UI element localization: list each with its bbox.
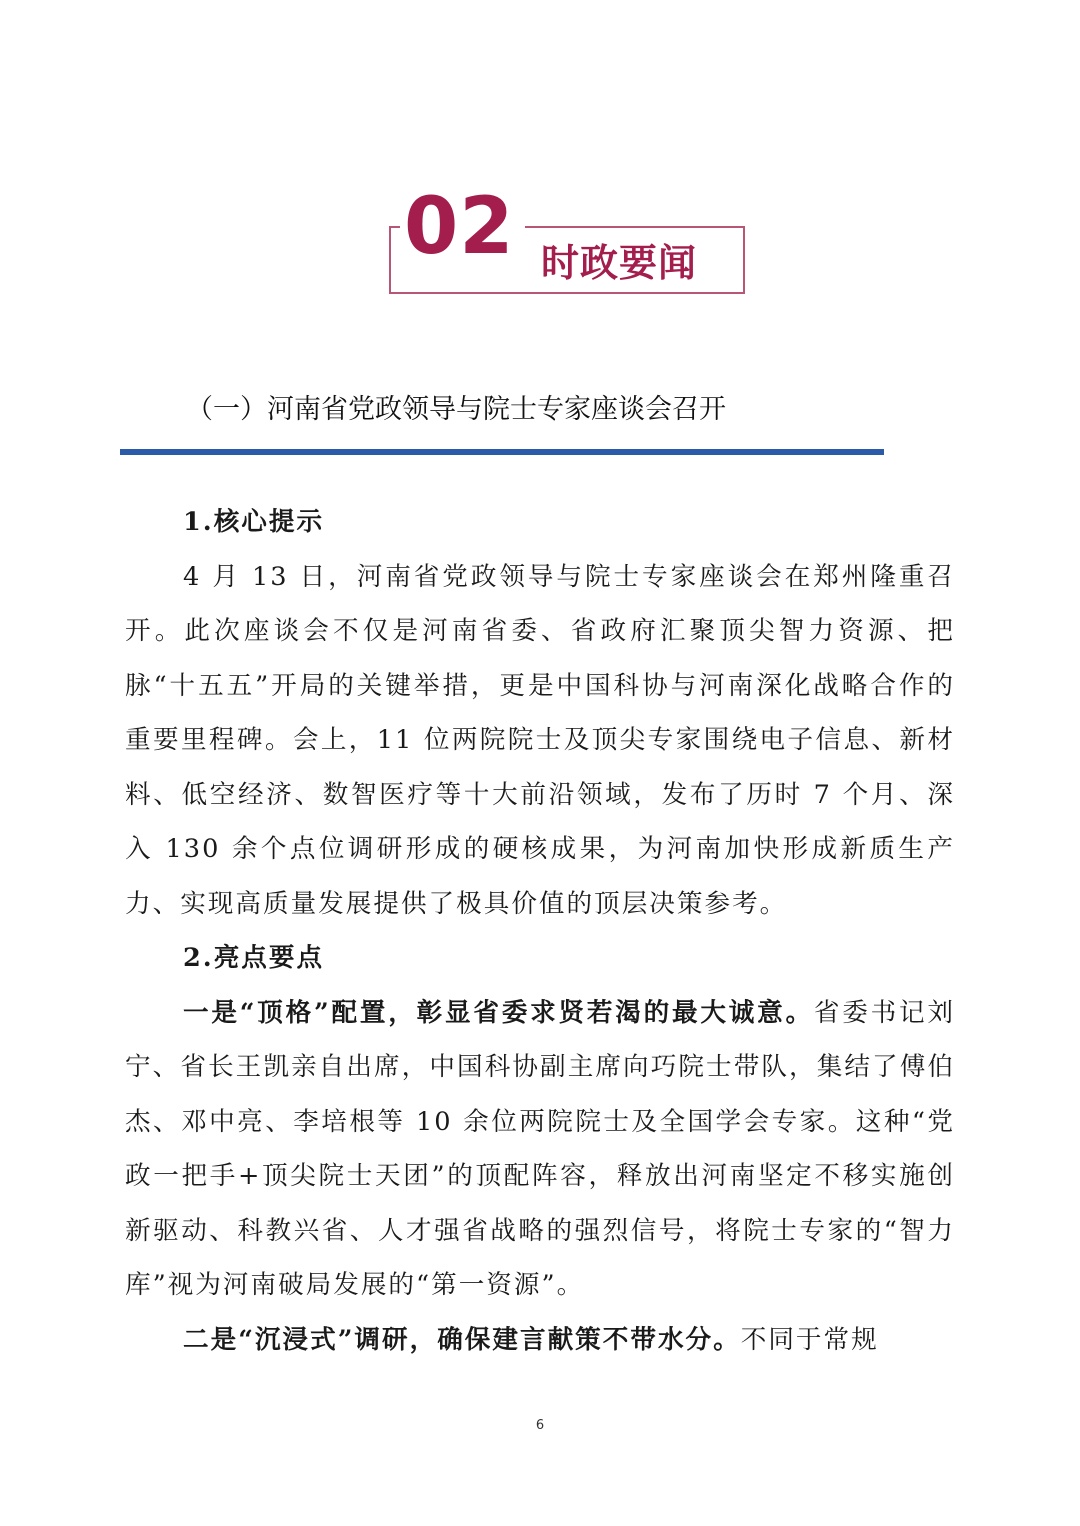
subheading-highlights: 2.亮点要点 — [183, 943, 325, 973]
subheading-core-tips: 1.核心提示 — [183, 507, 325, 537]
article-title: （一）河南省党政领导与院士专家座谈会召开 — [186, 394, 726, 425]
highlight-1-body: 省委书记刘宁、省长王凯亲自出席，中国科协副主席向巧院士带队，集结了傅伯杰、邓中亮、李培根等 10 余位两院院士及全国学会专家。这种“党政一把手+顶尖院士天团”的顶配阵容，释放出河南坚定不移实施创新驱动、科教兴省、人才强省战略的强烈信号，将院士专家的“智力库”视为河南破局发展的“第一资源”。 — [125, 997, 955, 1300]
highlight-2-lead: 二是“沉浸式”调研，确保建言献策不带水分。 — [183, 1324, 741, 1355]
page-number: 6 — [535, 1418, 545, 1433]
section-badge-title: 时政要闻 — [541, 241, 698, 285]
article-body — [125, 495, 955, 1367]
paragraph-highlight-2 — [125, 1313, 955, 1368]
paragraph-highlight-1 — [125, 986, 955, 1313]
paragraph-core-tips: 4 月 13 日，河南省党政领导与院士专家座谈会在郑州隆重召开。此次座谈会不仅是河南省委、省政府汇聚顶尖智力资源、把脉“十五五”开局的关键举措，更是中国科协与河南深化战略合作的重要里程碑。会上，11 位两院院士及顶尖专家围绕电子信息、新材料、低空经济、数智医疗等十大前沿领域，发布了历时 7 个月、深入 130 余个点位调研形成的硬核成果，为河南加快形成新质生产力、实现高质量发展提供了极具价值的顶层决策参考。 — [125, 561, 955, 919]
highlight-1-lead: 一是“顶格”配置，彰显省委求贤若渴的最大诚意。 — [183, 997, 814, 1028]
title-divider — [120, 449, 884, 455]
section-number: 02 — [400, 188, 525, 266]
highlight-2-body: 不同于常规 — [740, 1324, 879, 1355]
